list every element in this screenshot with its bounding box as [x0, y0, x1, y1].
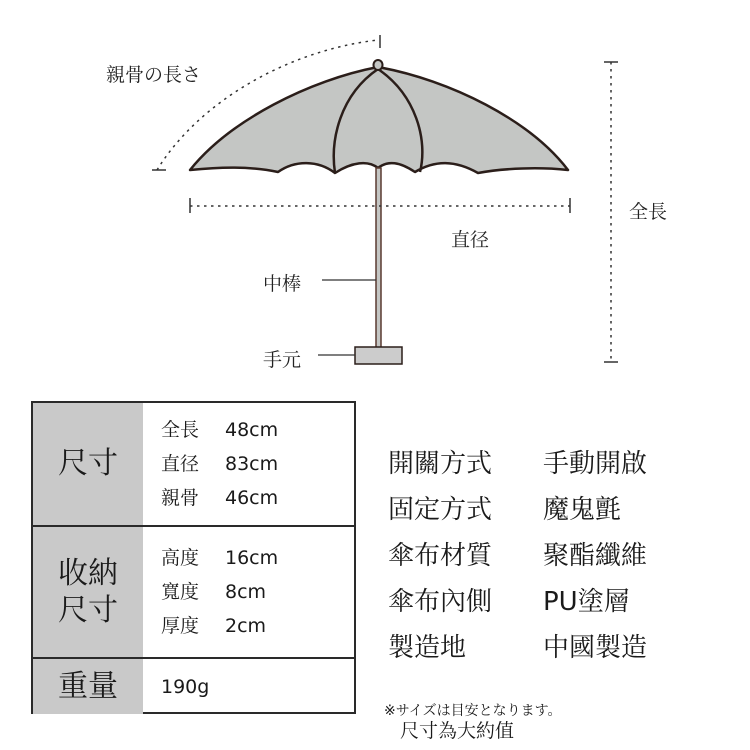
detail-key: 固定方式 [388, 495, 493, 525]
umbrella-handle [355, 347, 402, 364]
size-item-key: 全長 [161, 419, 200, 441]
size-category-label: 尺寸 [58, 446, 118, 482]
folded-size-category-line2: 尺寸 [58, 593, 118, 628]
rib-length-label: 親骨の長さ [106, 64, 202, 86]
handle-label: 手元 [263, 349, 302, 371]
detail-value: 魔鬼氈 [543, 495, 622, 525]
folded-size-item-value: 8cm [225, 581, 267, 603]
detail-value: 手動開啟 [543, 449, 648, 479]
folded-size-item [161, 609, 278, 643]
umbrella-shaft [376, 168, 381, 348]
spec-table [31, 401, 356, 714]
size-item-value: 46cm [225, 487, 279, 509]
folded-size-row [33, 527, 354, 659]
detail-value: PU塗層 [543, 587, 630, 617]
diameter-label: 直径 [451, 229, 490, 251]
detail-key: 傘布內側 [388, 587, 493, 617]
size-item [161, 481, 278, 515]
weight-category-label: 重量 [58, 668, 118, 704]
weight-category [33, 659, 143, 714]
umbrella-tip [374, 60, 383, 70]
weight-value: 190g [161, 675, 210, 698]
detail-key: 傘布材質 [388, 541, 493, 571]
size-item-key: 直径 [161, 453, 200, 475]
detail-key: 開關方式 [388, 449, 493, 479]
total-length-label: 全長 [629, 201, 668, 223]
detail-value: 中國製造 [543, 633, 648, 663]
detail-value: 聚酯纖維 [543, 541, 648, 571]
folded-size-item-key: 寬度 [161, 581, 200, 603]
size-item-key: 親骨 [161, 487, 200, 509]
size-item-value: 48cm [225, 419, 279, 441]
size-item [161, 447, 278, 481]
folded-size-item-key: 高度 [161, 547, 200, 569]
size-note-japanese: ※サイズは目安となります。 [384, 703, 562, 719]
folded-size-item-key: 厚度 [161, 615, 200, 637]
umbrella-canopy [190, 67, 568, 173]
folded-size-item [161, 575, 278, 609]
folded-size-item [161, 541, 278, 575]
shaft-label: 中棒 [263, 273, 302, 295]
size-row [33, 403, 354, 527]
weight-row [33, 659, 354, 714]
folded-size-item-value: 16cm [225, 547, 279, 569]
folded-size-category [33, 527, 143, 657]
detail-key: 製造地 [388, 633, 467, 663]
size-item-value: 83cm [225, 453, 279, 475]
folded-size-item-value: 2cm [225, 615, 267, 637]
size-category [33, 403, 143, 525]
size-note-chinese: 尺寸為大約值 [400, 720, 515, 742]
folded-size-category-line1: 收納 [58, 555, 118, 591]
size-item [161, 413, 278, 447]
